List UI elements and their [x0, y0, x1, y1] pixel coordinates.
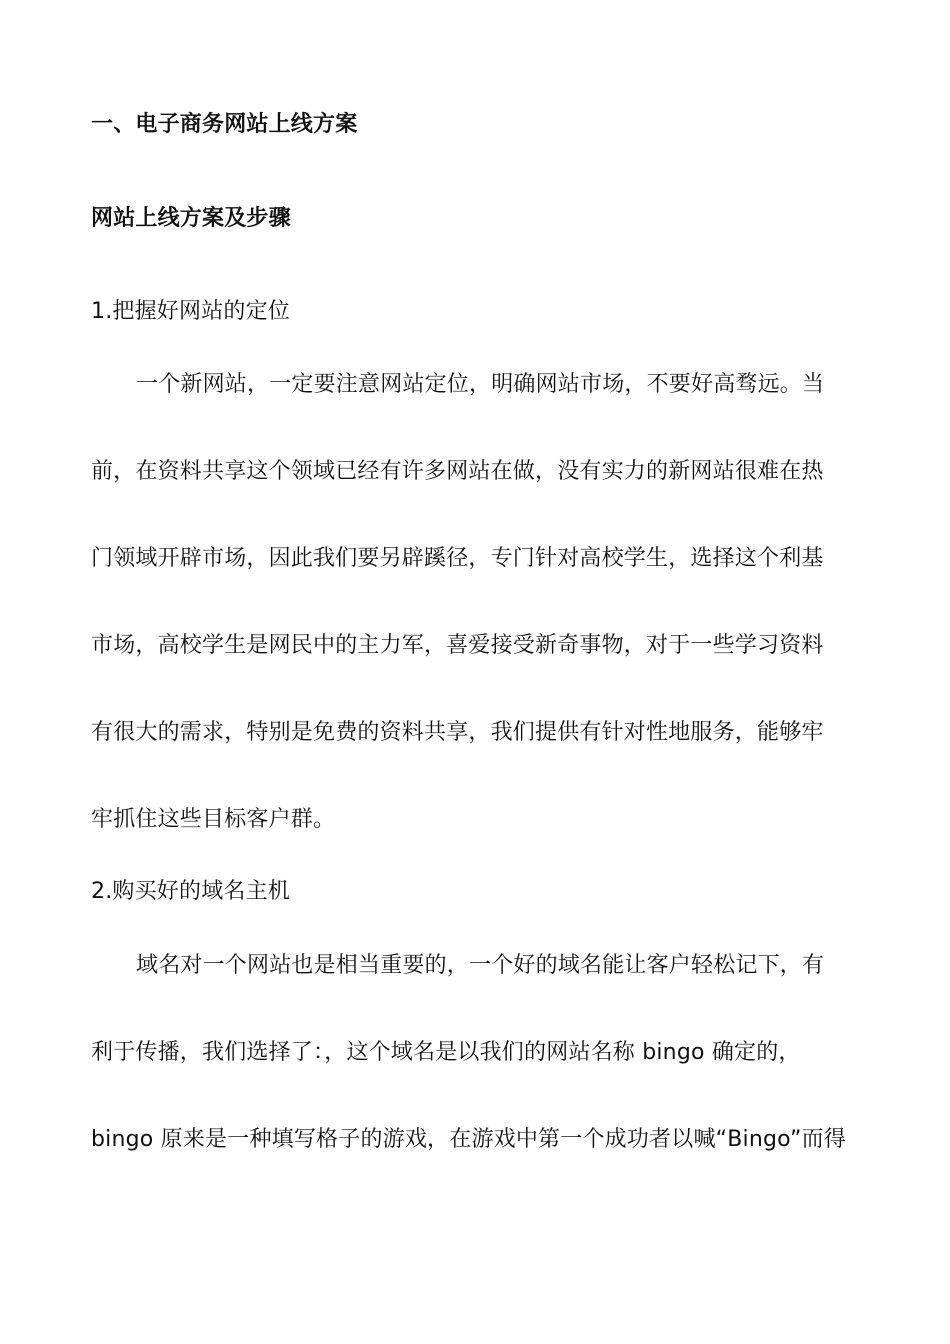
paragraph-line: 一个新网站，一定要注意网站定位，明确网站市场，不要好高骛远。当 — [136, 372, 825, 397]
paragraph-line: 牢抓住这些目标客户群。 — [91, 807, 336, 832]
paragraph-line: 域名对一个网站也是相当重要的，一个好的域名能让客户轻松记下，有 — [136, 953, 825, 978]
section-title-positioning: 1.把握好网站的定位 — [91, 299, 290, 324]
heading-main: 一、电子商务网站上线方案 — [91, 112, 358, 137]
paragraph-line: bingo 原来是一种填写格子的游戏，在游戏中第一个成功者以喊“Bingo”而得 — [91, 1127, 847, 1152]
paragraph-line: 市场，高校学生是网民中的主力军，喜爱接受新奇事物，对于一些学习资料 — [91, 633, 824, 658]
paragraph-line: 门领域开辟市场，因此我们要另辟蹊径，专门针对高校学生，选择这个利基 — [91, 546, 824, 571]
paragraph-line: 利于传播，我们选择了：，这个域名是以我们的网站名称 bingo 确定的， — [91, 1040, 801, 1065]
heading-sub: 网站上线方案及步骤 — [91, 206, 291, 231]
paragraph-line: 前，在资料共享这个领域已经有许多网站在做，没有实力的新网站很难在热 — [91, 459, 824, 484]
section-title-domain: 2.购买好的域名主机 — [91, 879, 290, 904]
paragraph-line: 有很大的需求，特别是免费的资料共享，我们提供有针对性地服务，能够牢 — [91, 720, 824, 745]
